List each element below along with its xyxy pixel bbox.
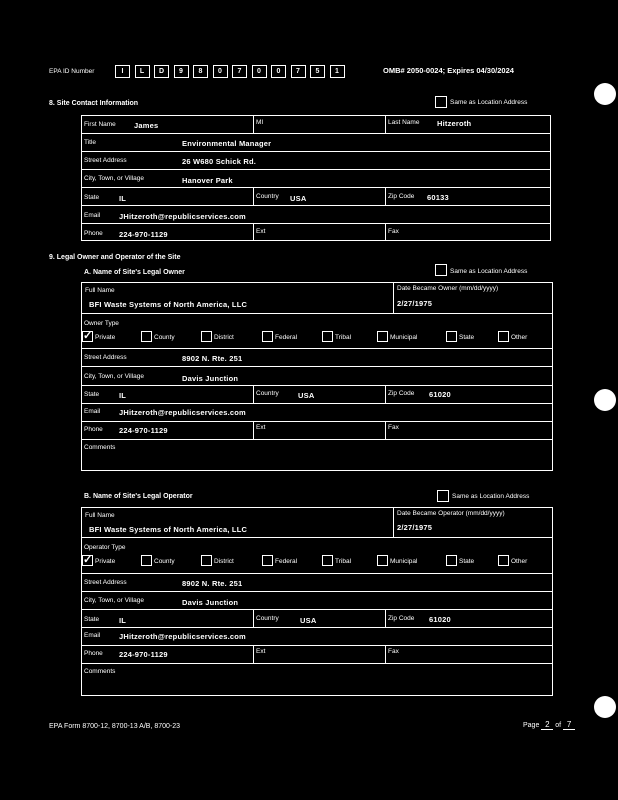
legal-operator-form (81, 507, 553, 696)
operator-state-label: State (84, 616, 100, 623)
epa-id-char: 5 (310, 65, 325, 78)
operator-city-label: City, Town, or Village (84, 597, 144, 604)
operator-city-field[interactable]: Davis Junction (182, 598, 239, 607)
type-option-label: Private (95, 558, 116, 565)
type-option-label: State (459, 558, 475, 565)
type-checkbox-district[interactable] (201, 555, 212, 566)
type-checkbox-state[interactable] (446, 331, 457, 342)
section-8-same-as-label: Same as Location Address (450, 99, 528, 106)
last-name-field[interactable]: Hitzeroth (437, 119, 472, 128)
email-field[interactable]: JHitzeroth@republicservices.com (119, 212, 246, 221)
operator-country-label: Country (256, 615, 279, 622)
owner-date-label: Date Became Owner (mm/dd/yyyy) (397, 285, 499, 292)
owner-subtitle: A. Name of Site's Legal Owner (84, 269, 185, 276)
page-label: Page (523, 722, 540, 729)
epa-id-char: D (154, 65, 169, 78)
type-checkbox-municipal[interactable] (377, 555, 388, 566)
phone-field[interactable]: 224-970-1129 (119, 230, 168, 239)
owner-phone-label: Phone (84, 426, 103, 433)
operator-date-field[interactable]: 2/27/1975 (397, 523, 433, 532)
epa-id-char: 9 (174, 65, 189, 78)
owner-date-field[interactable]: 2/27/1975 (397, 299, 433, 308)
owner-country-label: Country (256, 390, 279, 397)
operator-zip-field[interactable]: 61020 (429, 615, 451, 624)
city-field[interactable]: Hanover Park (182, 176, 233, 185)
owner-state-field[interactable]: IL (119, 391, 127, 400)
type-option-label: Other (511, 558, 528, 565)
ext-label: Ext (256, 228, 266, 235)
email-label: Email (84, 212, 101, 219)
operator-street-field[interactable]: 8902 N. Rte. 251 (182, 579, 243, 588)
punch-hole-middle (594, 389, 616, 411)
operator-email-field[interactable]: JHitzeroth@republicservices.com (119, 632, 246, 641)
operator-phone-field[interactable]: 224-970-1129 (119, 650, 168, 659)
state-field[interactable]: IL (119, 194, 127, 203)
zip-label: Zip Code (388, 193, 415, 200)
type-checkbox-tribal[interactable] (322, 331, 333, 342)
country-field[interactable]: USA (290, 194, 307, 203)
epa-id-char: 7 (291, 65, 306, 78)
page-indicator (523, 720, 575, 730)
epa-id-char: 8 (193, 65, 208, 78)
epa-id-char: 1 (330, 65, 345, 78)
punch-hole-top (594, 83, 616, 105)
type-checkbox-private[interactable] (82, 331, 93, 342)
epa-id-char: 0 (252, 65, 267, 78)
first-name-label: First Name (84, 121, 116, 128)
epa-id-char: 0 (213, 65, 228, 78)
zip-field[interactable]: 60133 (427, 193, 449, 202)
owner-fax-label: Fax (388, 424, 399, 431)
type-checkbox-district[interactable] (201, 331, 212, 342)
operator-email-label: Email (84, 632, 101, 639)
epa-id-char: I (115, 65, 130, 78)
title-label: Title (84, 139, 97, 146)
street-address-field[interactable]: 26 W680 Schick Rd. (182, 157, 257, 166)
operator-zip-label: Zip Code (388, 615, 415, 622)
type-option-label: County (154, 558, 175, 565)
type-checkbox-private[interactable] (82, 555, 93, 566)
type-option-label: Federal (275, 558, 298, 565)
punch-hole-bottom (594, 696, 616, 718)
of-label: of (555, 722, 562, 729)
operator-ext-label: Ext (256, 648, 266, 655)
page-number: 2 (541, 720, 553, 730)
form-id: EPA Form 8700-12, 8700-13 A/B, 8700-23 (49, 723, 181, 730)
owner-zip-label: Zip Code (388, 390, 415, 397)
owner-email-field[interactable]: JHitzeroth@republicservices.com (119, 408, 246, 417)
owner-country-field[interactable]: USA (298, 391, 315, 400)
operator-phone-label: Phone (84, 650, 103, 657)
operator-date-label: Date Became Operator (mm/dd/yyyy) (397, 510, 505, 517)
type-checkbox-tribal[interactable] (322, 555, 333, 566)
city-label: City, Town, or Village (84, 175, 144, 182)
epa-id-char: L (135, 65, 150, 78)
operator-country-field[interactable]: USA (300, 616, 317, 625)
owner-ext-label: Ext (256, 424, 266, 431)
epa-id-label: EPA ID Number (49, 68, 95, 75)
operator-subtitle: B. Name of Site's Legal Operator (84, 493, 193, 500)
fax-label: Fax (388, 228, 399, 235)
operator-same-as-checkbox[interactable] (437, 490, 449, 502)
type-option-label: Municipal (390, 558, 418, 565)
owner-comments-label: Comments (84, 444, 116, 451)
operator-fax-label: Fax (388, 648, 399, 655)
owner-email-label: Email (84, 408, 101, 415)
section-8-same-as-checkbox[interactable] (435, 96, 447, 108)
owner-city-field[interactable]: Davis Junction (182, 374, 239, 383)
type-option-label: District (214, 558, 234, 565)
operator-type-label: Operator Type (84, 544, 126, 551)
omb-number: OMB# 2050-0024; Expires 04/30/2024 (383, 66, 514, 75)
type-option-label: County (154, 334, 175, 341)
state-label: State (84, 194, 100, 201)
type-option-label: Tribal (335, 334, 352, 341)
epa-id-char: 7 (232, 65, 247, 78)
last-name-label: Last Name (388, 119, 420, 126)
mi-label: MI (256, 119, 264, 126)
owner-city-label: City, Town, or Village (84, 373, 144, 380)
type-option-label: District (214, 334, 234, 341)
owner-same-as-checkbox[interactable] (435, 264, 447, 276)
owner-full-name-label: Full Name (85, 287, 115, 294)
owner-zip-field[interactable]: 61020 (429, 390, 451, 399)
owner-full-name-field[interactable]: BFI Waste Systems of North America, LLC (89, 300, 248, 309)
owner-street-label: Street Address (84, 354, 127, 361)
owner-state-label: State (84, 391, 100, 398)
legal-owner-form (81, 282, 553, 471)
owner-phone-field[interactable]: 224-970-1129 (119, 426, 168, 435)
section-9-title: 9. Legal Owner and Operator of the Site (49, 254, 181, 261)
type-checkbox-county[interactable] (141, 555, 152, 566)
first-name-field[interactable]: James (134, 121, 159, 130)
phone-label: Phone (84, 230, 103, 237)
type-checkbox-other[interactable] (498, 331, 509, 342)
type-option-label: Private (95, 334, 116, 341)
type-checkbox-federal[interactable] (262, 331, 273, 342)
type-option-label: State (459, 334, 475, 341)
type-checkbox-other[interactable] (498, 555, 509, 566)
type-checkbox-state[interactable] (446, 555, 457, 566)
street-address-label: Street Address (84, 157, 127, 164)
type-checkbox-county[interactable] (141, 331, 152, 342)
operator-comments-label: Comments (84, 668, 116, 675)
type-option-label: Other (511, 334, 528, 341)
operator-state-field[interactable]: IL (119, 616, 127, 625)
section-8-title: 8. Site Contact Information (49, 100, 139, 107)
type-option-label: Municipal (390, 334, 418, 341)
title-field[interactable]: Environmental Manager (182, 139, 272, 148)
type-option-label: Tribal (335, 558, 352, 565)
operator-full-name-label: Full Name (85, 512, 115, 519)
operator-same-as-label: Same as Location Address (452, 493, 530, 500)
operator-full-name-field[interactable]: BFI Waste Systems of North America, LLC (89, 525, 248, 534)
operator-street-label: Street Address (84, 579, 127, 586)
type-option-label: Federal (275, 334, 298, 341)
owner-same-as-label: Same as Location Address (450, 268, 528, 275)
epa-id-char: 0 (271, 65, 286, 78)
type-checkbox-municipal[interactable] (377, 331, 388, 342)
country-label: Country (256, 193, 279, 200)
owner-type-label: Owner Type (84, 320, 119, 327)
page-total: 7 (563, 720, 575, 730)
type-checkbox-federal[interactable] (262, 555, 273, 566)
owner-street-field[interactable]: 8902 N. Rte. 251 (182, 354, 243, 363)
